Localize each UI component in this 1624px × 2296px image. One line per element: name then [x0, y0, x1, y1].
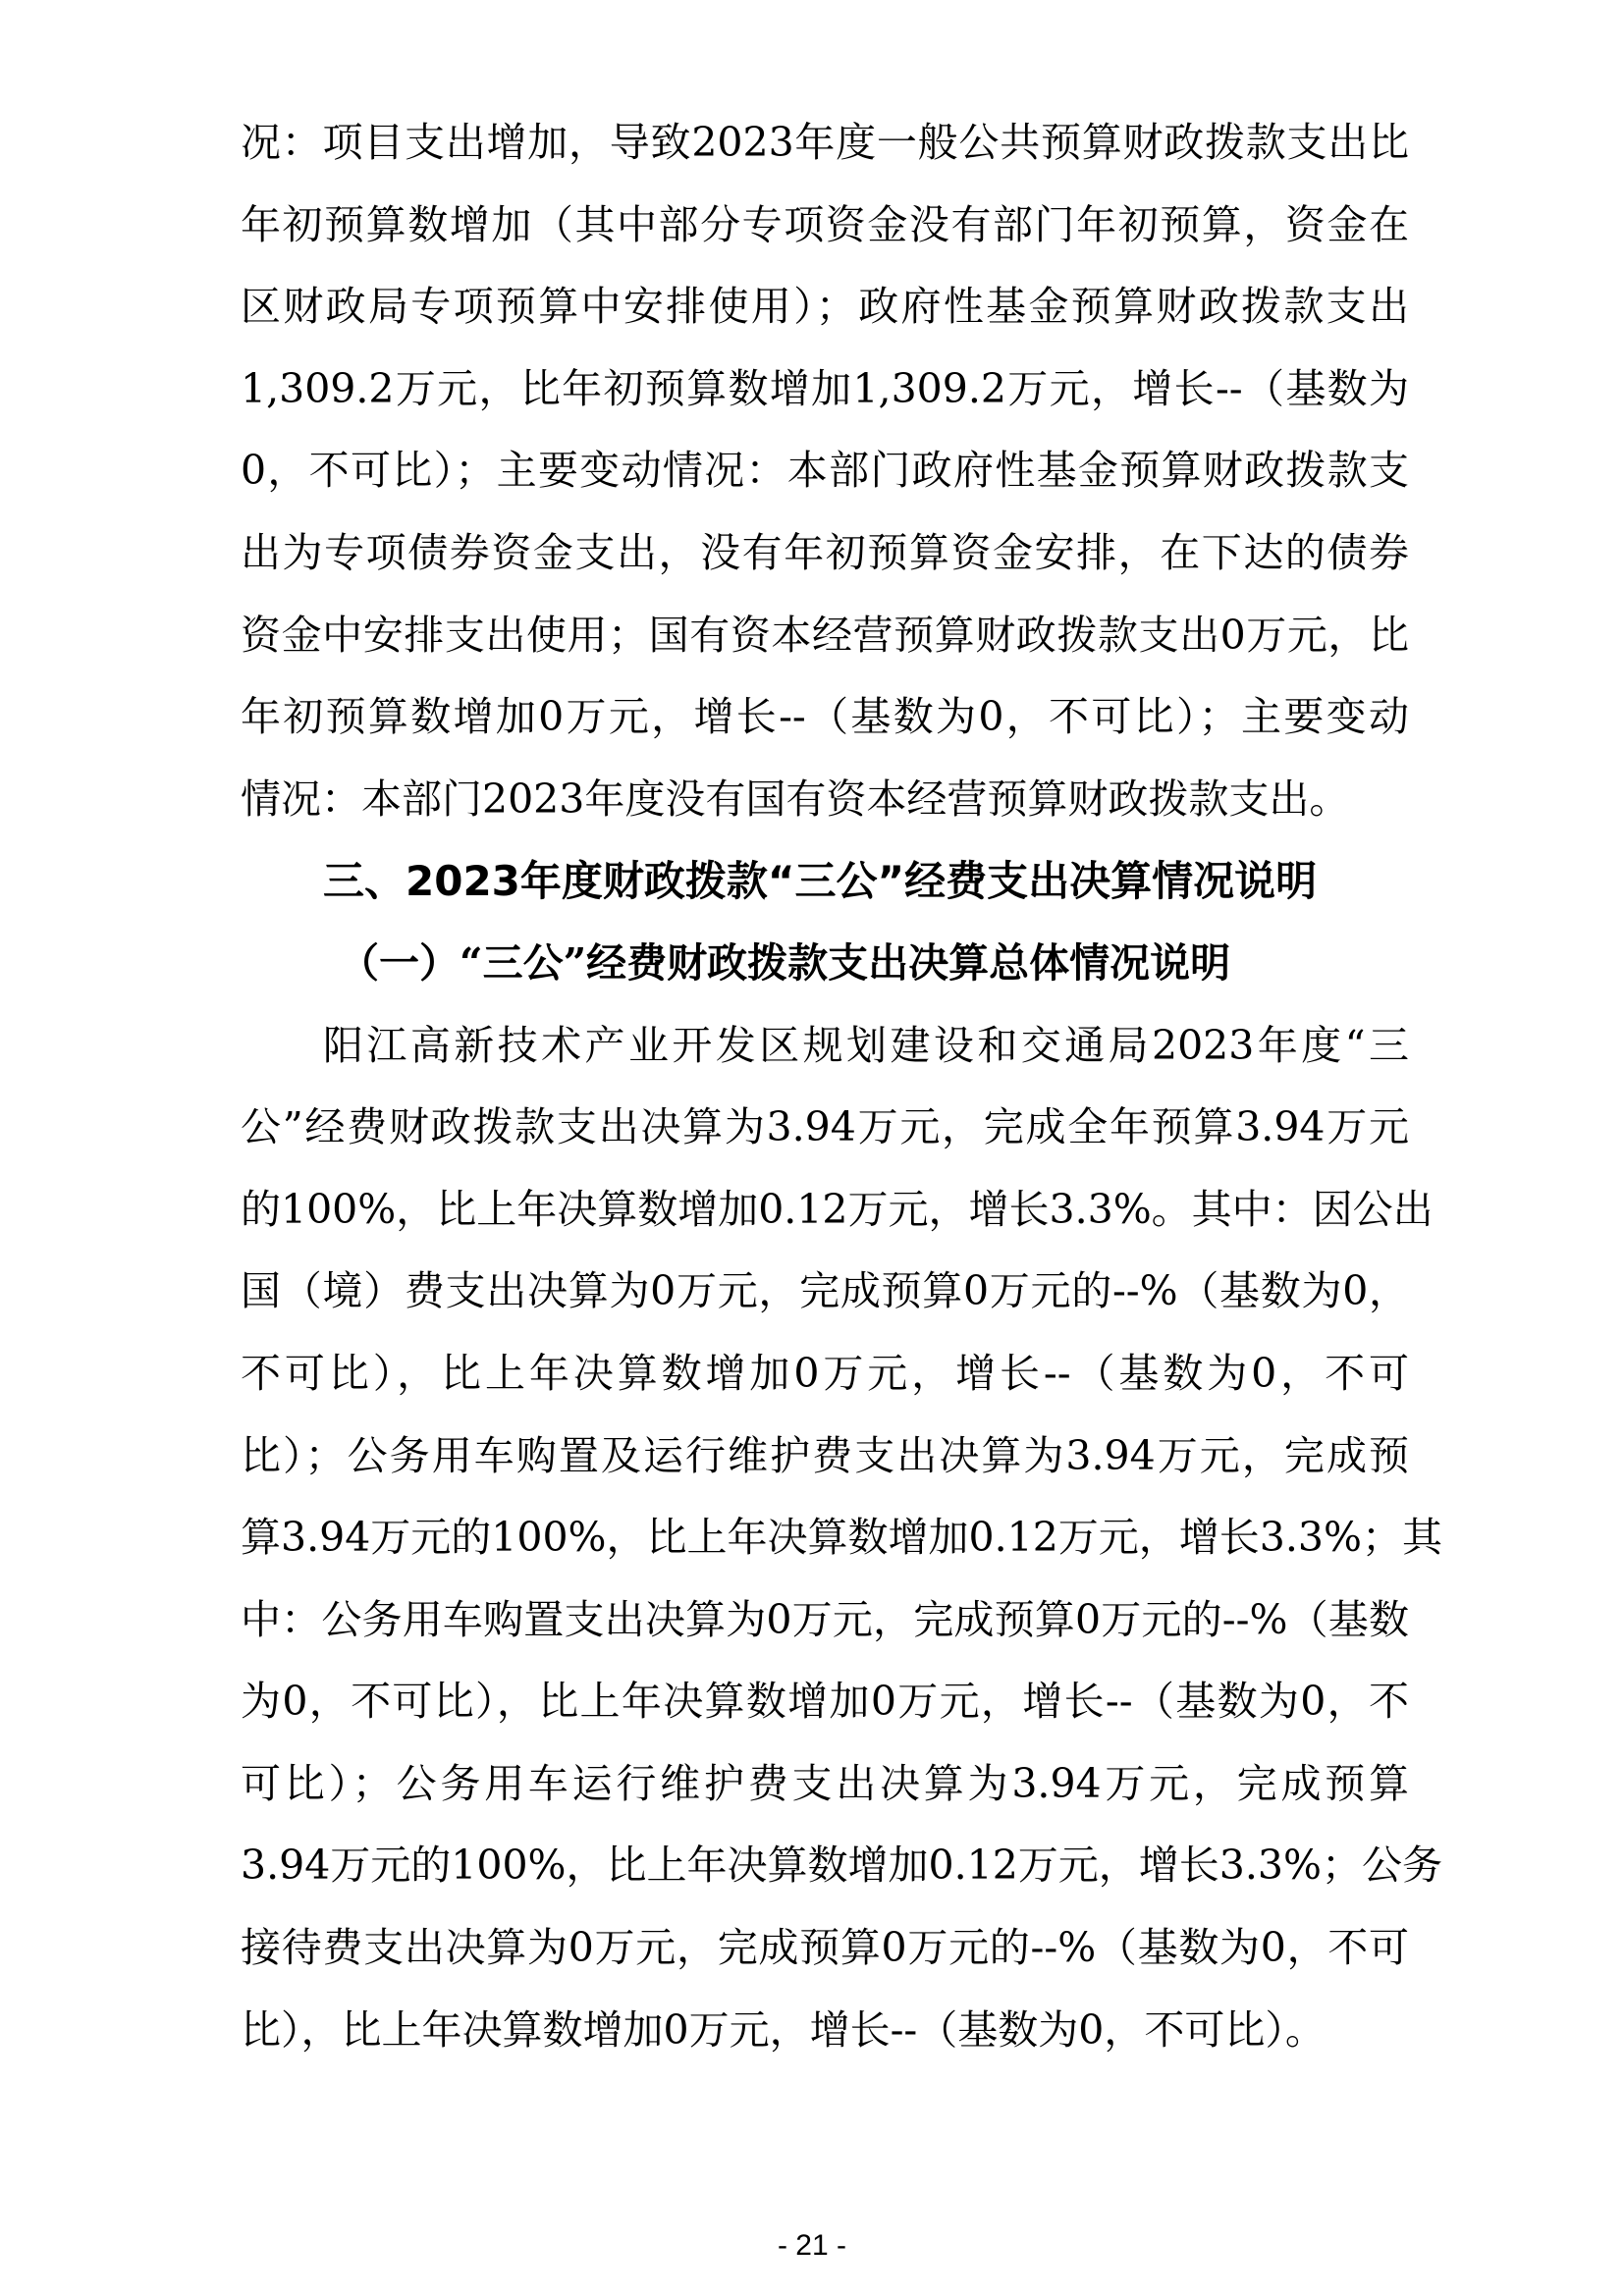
text-line: 出为专项债券资金支出，没有年初预算资金安排，在下达的债券	[241, 528, 1409, 576]
text-line: 情况：本部门2023年度没有国有资本经营预算财政拨款支出。	[241, 774, 1350, 823]
document-page	[241, 102, 1442, 2071]
text-line: 比）；公务用车购置及运行维护费支出决算为3.94万元，完成预	[241, 1431, 1409, 1479]
subsection-heading: （一）“三公”经费财政拨款支出决算总体情况说明	[339, 938, 1231, 987]
text-line: 阳江高新技术产业开发区规划建设和交通局2023年度“三	[323, 1021, 1409, 1069]
text-line: 可比）；公务用车运行维护费支出决算为3.94万元，完成预算	[241, 1759, 1409, 1807]
text-line: 比），比上年决算数增加0万元，增长--（基数为0，不可比）。	[241, 2005, 1326, 2054]
text-line: 中：公务用车购置支出决算为0万元，完成预算0万元的--%（基数	[241, 1595, 1409, 1643]
text-line: 3.94万元的100%，比上年决算数增加0.12万元，增长3.3%；公务	[241, 1842, 1442, 1890]
text-line: 接待费支出决算为0万元，完成预算0万元的--%（基数为0，不可	[241, 1924, 1409, 1972]
text-line: 国（境）费支出决算为0万元，完成预算0万元的--%（基数为0，	[241, 1267, 1409, 1315]
text-line: 1,309.2万元，比年初预算数增加1,309.2万元，增长--（基数为	[241, 364, 1409, 412]
section-heading: 三、2023年度财政拨款“三公”经费支出决算情况说明	[323, 857, 1318, 906]
text-line: 资金中安排支出使用；国有资本经营预算财政拨款支出0万元，比	[241, 611, 1409, 659]
page-number: - 21 -	[777, 2229, 847, 2262]
text-line: 年初预算数增加（其中部分专项资金没有部门年初预算，资金在	[241, 200, 1409, 248]
text-line: 不可比），比上年决算数增加0万元，增长--（基数为0，不可	[241, 1349, 1409, 1397]
continuation-paragraph	[241, 102, 1409, 840]
text-line: 的100%，比上年决算数增加0.12万元，增长3.3%。其中：因公出	[241, 1185, 1434, 1233]
text-line: 公”经费财政拨款支出决算为3.94万元，完成全年预算3.94万元	[241, 1103, 1409, 1151]
text-line: 算3.94万元的100%，比上年决算数增加0.12万元，增长3.3%；其	[241, 1514, 1442, 1562]
body-paragraph	[241, 1005, 1442, 2072]
text-line: 为0，不可比），比上年决算数增加0万元，增长--（基数为0，不	[241, 1678, 1409, 1726]
text-line: 年初预算数增加0万元，增长--（基数为0，不可比）；主要变动	[241, 693, 1409, 741]
text-line: 0，不可比）；主要变动情况：本部门政府性基金预算财政拨款支	[241, 447, 1409, 495]
text-line: 区财政局专项预算中安排使用）；政府性基金预算财政拨款支出	[241, 283, 1409, 331]
text-line: 况：项目支出增加，导致2023年度一般公共预算财政拨款支出比	[241, 119, 1409, 166]
